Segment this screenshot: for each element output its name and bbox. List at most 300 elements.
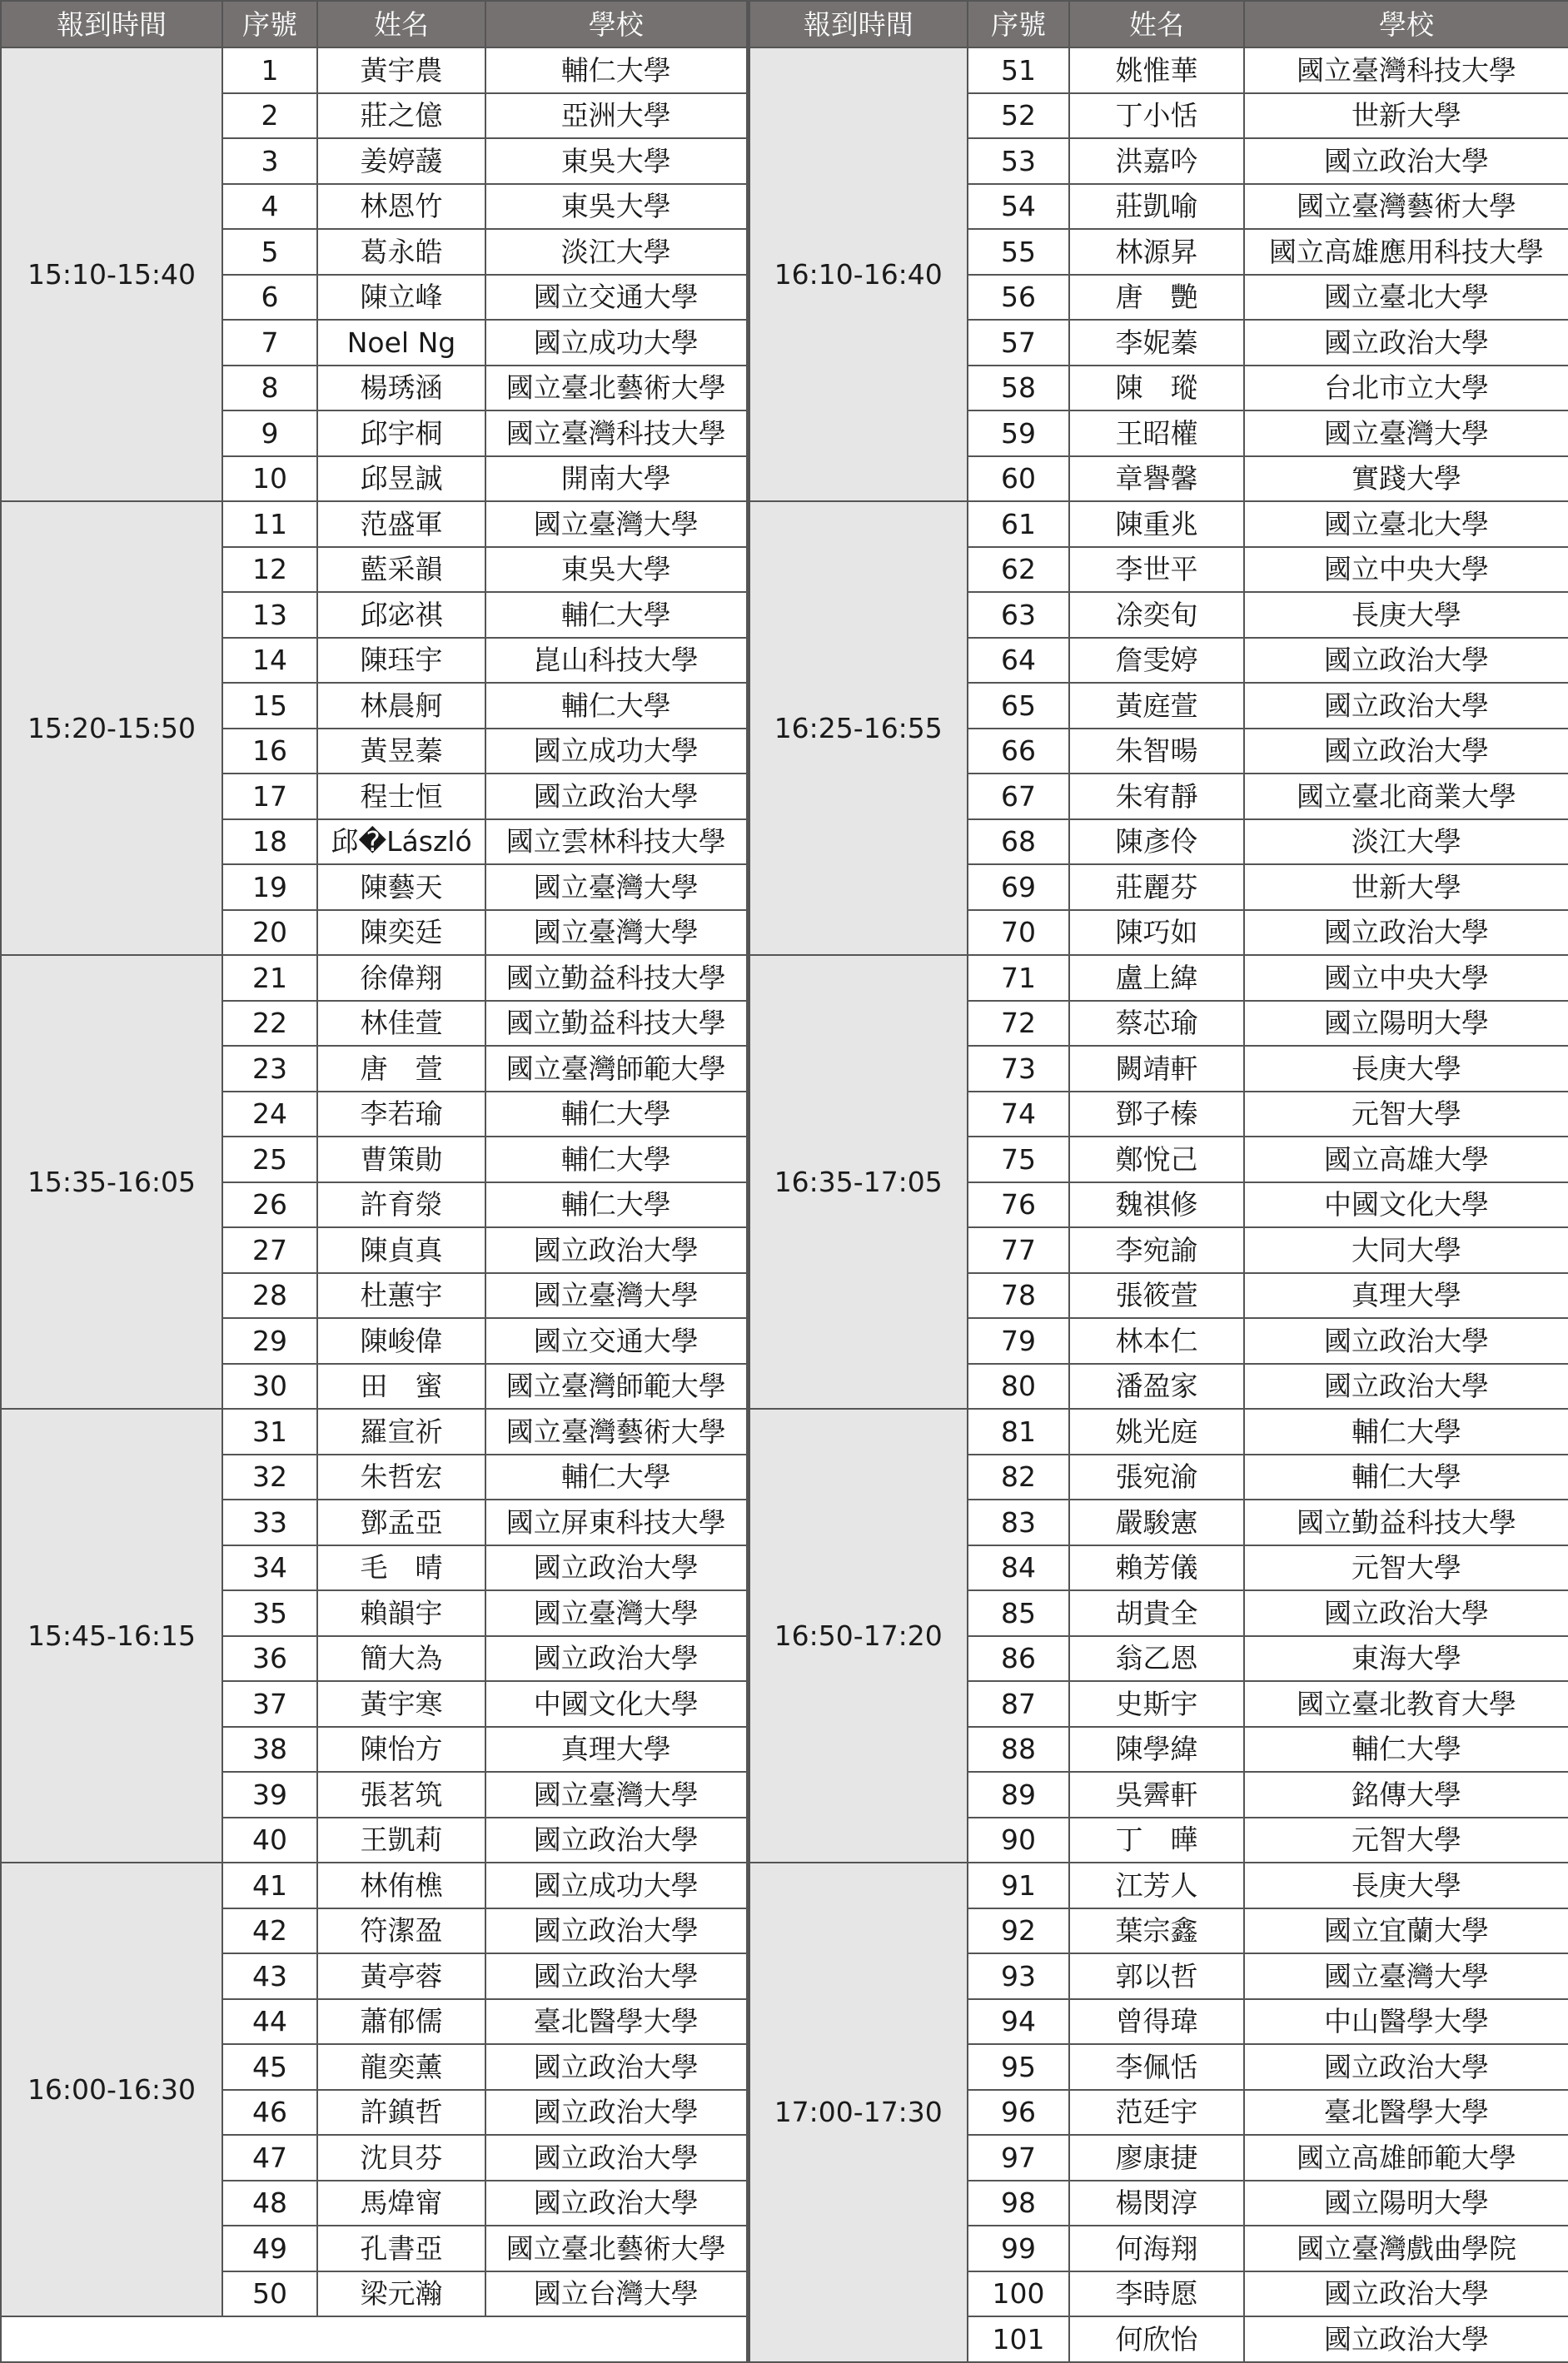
school-cell: 國立交通大學 (485, 275, 748, 321)
seq-cell: 5 (222, 229, 317, 275)
name-cell: 范盛軍 (317, 501, 485, 547)
seq-cell: 54 (968, 184, 1069, 230)
school-cell: 國立勤益科技大學 (1244, 1500, 1568, 1545)
school-cell: 世新大學 (1244, 93, 1568, 139)
name-cell: 陳巧如 (1069, 910, 1244, 956)
seq-cell: 96 (968, 2090, 1069, 2136)
seq-cell: 41 (222, 1863, 317, 1908)
table-row (1, 1409, 1568, 1455)
seq-cell: 79 (968, 1318, 1069, 1364)
name-cell: 黃宇寒 (317, 1681, 485, 1727)
school-cell: 國立政治大學 (485, 2090, 748, 2136)
seq-cell: 88 (968, 1727, 1069, 1773)
school-cell: 中國文化大學 (1244, 1182, 1568, 1228)
school-cell: 淡江大學 (1244, 819, 1568, 865)
school-cell: 元智大學 (1244, 1092, 1568, 1137)
school-cell: 國立臺灣科技大學 (485, 410, 748, 456)
name-cell: 范廷宇 (1069, 2090, 1244, 2136)
school-cell: 國立臺北藝術大學 (485, 2226, 748, 2271)
name-cell: 簡大為 (317, 1636, 485, 1682)
seq-cell: 97 (968, 2135, 1069, 2181)
school-cell: 國立政治大學 (485, 2044, 748, 2090)
school-cell: 國立臺北大學 (1244, 275, 1568, 321)
seq-cell: 56 (968, 275, 1069, 321)
school-cell: 國立陽明大學 (1244, 1001, 1568, 1047)
school-cell: 東吳大學 (485, 547, 748, 593)
school-cell: 淡江大學 (485, 229, 748, 275)
seq-cell: 44 (222, 1999, 317, 2045)
seq-cell: 87 (968, 1681, 1069, 1727)
school-cell: 輔仁大學 (485, 592, 748, 638)
school-cell: 國立雲林科技大學 (485, 819, 748, 865)
name-cell: 張筱萱 (1069, 1273, 1244, 1319)
seq-cell: 80 (968, 1364, 1069, 1410)
seq-cell: 10 (222, 456, 317, 502)
school-cell: 國立政治大學 (1244, 729, 1568, 774)
school-cell: 東海大學 (1244, 1636, 1568, 1682)
name-cell: 鄧子榛 (1069, 1092, 1244, 1137)
seq-cell: 95 (968, 2044, 1069, 2090)
seq-cell: 48 (222, 2181, 317, 2226)
seq-cell: 62 (968, 547, 1069, 593)
name-cell: 唐 艷 (1069, 275, 1244, 321)
seq-cell: 21 (222, 955, 317, 1001)
name-cell: 林佳萱 (317, 1001, 485, 1047)
school-cell: 國立政治大學 (485, 1227, 748, 1273)
school-cell: 輔仁大學 (485, 683, 748, 729)
name-cell: 沈貝芬 (317, 2135, 485, 2181)
school-cell: 國立交通大學 (485, 1318, 748, 1364)
name-cell: 吳霽軒 (1069, 1772, 1244, 1818)
name-cell: 莊麗芬 (1069, 864, 1244, 910)
school-cell: 元智大學 (1244, 1545, 1568, 1591)
seq-cell: 50 (222, 2271, 317, 2317)
name-cell: 凃奕旬 (1069, 592, 1244, 638)
school-cell: 國立成功大學 (485, 320, 748, 366)
name-cell: 李時愿 (1069, 2271, 1244, 2317)
header-time-right: 報到時間 (748, 1, 968, 47)
seq-cell: 81 (968, 1409, 1069, 1455)
name-cell: 曹策勛 (317, 1137, 485, 1182)
name-cell: 李佩恬 (1069, 2044, 1244, 2090)
school-cell: 輔仁大學 (1244, 1727, 1568, 1773)
school-cell: 國立政治大學 (1244, 638, 1568, 684)
school-cell: 國立高雄大學 (1244, 1137, 1568, 1182)
seq-cell: 70 (968, 910, 1069, 956)
name-cell: 程士恒 (317, 774, 485, 819)
seq-cell: 99 (968, 2226, 1069, 2271)
name-cell: 鄭悅己 (1069, 1137, 1244, 1182)
seq-cell: 98 (968, 2181, 1069, 2226)
name-cell: 黃亭蓉 (317, 1953, 485, 1999)
name-cell: 徐偉翔 (317, 955, 485, 1001)
name-cell: 毛 晴 (317, 1545, 485, 1591)
school-cell: 國立政治大學 (1244, 138, 1568, 184)
school-cell: 國立台灣大學 (485, 2271, 748, 2317)
header-row (1, 1, 1568, 47)
name-cell: 李若瑜 (317, 1092, 485, 1137)
seq-cell: 39 (222, 1772, 317, 1818)
school-cell: 國立政治大學 (485, 774, 748, 819)
name-cell: 陳重兆 (1069, 501, 1244, 547)
name-cell: 馬煒甯 (317, 2181, 485, 2226)
seq-cell: 33 (222, 1500, 317, 1545)
seq-cell: 47 (222, 2135, 317, 2181)
seq-cell: 23 (222, 1046, 317, 1092)
seq-cell: 85 (968, 1590, 1069, 1636)
school-cell: 輔仁大學 (485, 1182, 748, 1228)
school-cell: 國立屏東科技大學 (485, 1500, 748, 1545)
school-cell: 國立陽明大學 (1244, 2181, 1568, 2226)
seq-cell: 84 (968, 1545, 1069, 1591)
name-cell: 葉宗鑫 (1069, 1908, 1244, 1954)
school-cell: 國立政治大學 (485, 1818, 748, 1863)
name-cell: 林恩竹 (317, 184, 485, 230)
school-cell: 國立臺北藝術大學 (485, 366, 748, 411)
name-cell: 曾得瑋 (1069, 1999, 1244, 2045)
seq-cell: 9 (222, 410, 317, 456)
school-cell: 國立政治大學 (1244, 683, 1568, 729)
name-cell: 邱昱誠 (317, 456, 485, 502)
school-cell: 國立政治大學 (485, 2181, 748, 2226)
seq-cell: 30 (222, 1364, 317, 1410)
seq-cell: 37 (222, 1681, 317, 1727)
time-slot-cell: 15:20-15:50 (1, 501, 222, 955)
seq-cell: 77 (968, 1227, 1069, 1273)
school-cell: 國立成功大學 (485, 729, 748, 774)
seq-cell: 11 (222, 501, 317, 547)
seq-cell: 51 (968, 47, 1069, 93)
seq-cell: 14 (222, 638, 317, 684)
seq-cell: 28 (222, 1273, 317, 1319)
school-cell: 輔仁大學 (1244, 1409, 1568, 1455)
time-slot-cell: 17:00-17:30 (748, 1863, 968, 2362)
school-cell: 國立勤益科技大學 (485, 955, 748, 1001)
school-cell: 東吳大學 (485, 138, 748, 184)
name-cell: 林晨舸 (317, 683, 485, 729)
school-cell: 世新大學 (1244, 864, 1568, 910)
school-cell: 國立政治大學 (485, 1636, 748, 1682)
name-cell: 杜蕙宇 (317, 1273, 485, 1319)
seq-cell: 18 (222, 819, 317, 865)
table-row (1, 955, 1568, 1001)
seq-cell: 93 (968, 1953, 1069, 1999)
header-name: 姓名 (317, 1, 485, 47)
seq-cell: 57 (968, 320, 1069, 366)
seq-cell: 69 (968, 864, 1069, 910)
seq-cell: 74 (968, 1092, 1069, 1137)
time-slot-cell: 15:45-16:15 (1, 1409, 222, 1863)
table-row (1, 1863, 1568, 1908)
school-cell: 國立中央大學 (1244, 547, 1568, 593)
seq-cell: 58 (968, 366, 1069, 411)
school-cell: 國立政治大學 (1244, 910, 1568, 956)
school-cell: 長庚大學 (1244, 592, 1568, 638)
seq-cell: 78 (968, 1273, 1069, 1319)
seq-cell: 64 (968, 638, 1069, 684)
school-cell: 國立臺灣大學 (485, 501, 748, 547)
name-cell: 田 蜜 (317, 1364, 485, 1410)
name-cell: 邱宇桐 (317, 410, 485, 456)
school-cell: 大同大學 (1244, 1227, 1568, 1273)
seq-cell: 73 (968, 1046, 1069, 1092)
seq-cell: 15 (222, 683, 317, 729)
name-cell: 林侑樵 (317, 1863, 485, 1908)
time-slot-cell: 16:50-17:20 (748, 1409, 968, 1863)
seq-cell: 63 (968, 592, 1069, 638)
school-cell: 中山醫學大學 (1244, 1999, 1568, 2045)
seq-cell: 83 (968, 1500, 1069, 1545)
seq-cell: 36 (222, 1636, 317, 1682)
seq-cell: 1 (222, 47, 317, 93)
name-cell: 陳立峰 (317, 275, 485, 321)
name-cell: 黃昱蓁 (317, 729, 485, 774)
seq-cell: 46 (222, 2090, 317, 2136)
name-cell: 張宛渝 (1069, 1455, 1244, 1500)
name-cell: 陳藝天 (317, 864, 485, 910)
time-slot-cell: 16:35-17:05 (748, 955, 968, 1409)
school-cell: 國立臺北大學 (1244, 501, 1568, 547)
name-cell: 黃庭萱 (1069, 683, 1244, 729)
name-cell: 羅宣祈 (317, 1409, 485, 1455)
name-cell: 盧上緯 (1069, 955, 1244, 1001)
header-school-right: 學校 (1244, 1, 1568, 47)
name-cell: 何欣怡 (1069, 2316, 1244, 2362)
name-cell: 葛永皓 (317, 229, 485, 275)
seq-cell: 12 (222, 547, 317, 593)
name-cell: 嚴駿憲 (1069, 1500, 1244, 1545)
seq-cell: 25 (222, 1137, 317, 1182)
name-cell: 楊琇涵 (317, 366, 485, 411)
name-cell: 王凱莉 (317, 1818, 485, 1863)
seq-cell: 72 (968, 1001, 1069, 1047)
name-cell: 唐 萱 (317, 1046, 485, 1092)
seq-cell: 76 (968, 1182, 1069, 1228)
name-cell: 史斯宇 (1069, 1681, 1244, 1727)
seq-cell: 60 (968, 456, 1069, 502)
name-cell: 楊閔淳 (1069, 2181, 1244, 2226)
name-cell: 廖康捷 (1069, 2135, 1244, 2181)
name-cell: 邱�László (317, 819, 485, 865)
seq-cell: 8 (222, 366, 317, 411)
school-cell: 國立政治大學 (1244, 2316, 1568, 2362)
school-cell: 國立政治大學 (1244, 1318, 1568, 1364)
name-cell: 朱哲宏 (317, 1455, 485, 1500)
time-slot-cell: 16:00-16:30 (1, 1863, 222, 2316)
name-cell: 藍采韻 (317, 547, 485, 593)
school-cell: 國立政治大學 (485, 1908, 748, 1954)
seq-cell: 59 (968, 410, 1069, 456)
name-cell: 符潔盈 (317, 1908, 485, 1954)
school-cell: 亞洲大學 (485, 93, 748, 139)
school-cell: 臺北醫學大學 (1244, 2090, 1568, 2136)
seq-cell: 82 (968, 1455, 1069, 1500)
name-cell: 邱宓祺 (317, 592, 485, 638)
name-cell: 洪嘉吟 (1069, 138, 1244, 184)
name-cell: 林源昇 (1069, 229, 1244, 275)
seq-cell: 71 (968, 955, 1069, 1001)
seq-cell: 89 (968, 1772, 1069, 1818)
seq-cell: 16 (222, 729, 317, 774)
seq-cell: 53 (968, 138, 1069, 184)
name-cell: 江芳人 (1069, 1863, 1244, 1908)
seq-cell: 31 (222, 1409, 317, 1455)
seq-cell: 29 (222, 1318, 317, 1364)
name-cell: 丁小恬 (1069, 93, 1244, 139)
table-row (1, 47, 1568, 93)
name-cell: 梁元瀚 (317, 2271, 485, 2317)
name-cell: 陳 瑽 (1069, 366, 1244, 411)
time-slot-cell: 15:35-16:05 (1, 955, 222, 1409)
name-cell: 鄧孟亞 (317, 1500, 485, 1545)
name-cell: 李宛諭 (1069, 1227, 1244, 1273)
school-cell: 國立臺灣師範大學 (485, 1046, 748, 1092)
seq-cell: 4 (222, 184, 317, 230)
school-cell: 國立中央大學 (1244, 955, 1568, 1001)
name-cell: 丁 曄 (1069, 1818, 1244, 1863)
school-cell: 國立臺灣科技大學 (1244, 47, 1568, 93)
name-cell: 賴芳儀 (1069, 1545, 1244, 1591)
school-cell: 輔仁大學 (485, 1092, 748, 1137)
seq-cell: 24 (222, 1092, 317, 1137)
school-cell: 國立高雄應用科技大學 (1244, 229, 1568, 275)
seq-cell: 17 (222, 774, 317, 819)
name-cell: 莊凱喻 (1069, 184, 1244, 230)
school-cell: 中國文化大學 (485, 1681, 748, 1727)
name-cell: 章譽馨 (1069, 456, 1244, 502)
empty-cell (1, 2316, 748, 2362)
school-cell: 國立政治大學 (1244, 1590, 1568, 1636)
seq-cell: 6 (222, 275, 317, 321)
name-cell: 許育滎 (317, 1182, 485, 1228)
name-cell: 姚光庭 (1069, 1409, 1244, 1455)
time-slot-cell: 16:10-16:40 (748, 47, 968, 501)
school-cell: 國立臺灣大學 (485, 864, 748, 910)
seq-cell: 20 (222, 910, 317, 956)
header-name-right: 姓名 (1069, 1, 1244, 47)
seq-cell: 42 (222, 1908, 317, 1954)
name-cell: 莊之億 (317, 93, 485, 139)
school-cell: 台北市立大學 (1244, 366, 1568, 411)
seq-cell: 19 (222, 864, 317, 910)
name-cell: 孔書亞 (317, 2226, 485, 2271)
name-cell: 魏祺修 (1069, 1182, 1244, 1228)
seq-cell: 27 (222, 1227, 317, 1273)
school-cell: 國立臺灣戲曲學院 (1244, 2226, 1568, 2271)
school-cell: 國立臺灣大學 (1244, 1953, 1568, 1999)
school-cell: 國立臺灣大學 (485, 1590, 748, 1636)
table-row (1, 501, 1568, 547)
school-cell: 真理大學 (1244, 1273, 1568, 1319)
seq-cell: 67 (968, 774, 1069, 819)
seq-cell: 7 (222, 320, 317, 366)
school-cell: 實踐大學 (1244, 456, 1568, 502)
name-cell: 陳學緯 (1069, 1727, 1244, 1773)
seq-cell: 94 (968, 1999, 1069, 2045)
school-cell: 國立高雄師範大學 (1244, 2135, 1568, 2181)
school-cell: 輔仁大學 (485, 47, 748, 93)
school-cell: 國立成功大學 (485, 1863, 748, 1908)
seq-cell: 75 (968, 1137, 1069, 1182)
time-slot-cell: 15:10-15:40 (1, 47, 222, 501)
seq-cell: 61 (968, 501, 1069, 547)
name-cell: 姜婷蘐 (317, 138, 485, 184)
name-cell: 朱宥靜 (1069, 774, 1244, 819)
school-cell: 國立臺灣大學 (485, 1273, 748, 1319)
name-cell: 陳峻偉 (317, 1318, 485, 1364)
seq-cell: 65 (968, 683, 1069, 729)
school-cell: 輔仁大學 (485, 1455, 748, 1500)
school-cell: 崑山科技大學 (485, 638, 748, 684)
school-cell: 國立臺灣大學 (485, 1772, 748, 1818)
time-slot-cell: 16:25-16:55 (748, 501, 968, 955)
name-cell: Noel Ng (317, 320, 485, 366)
seq-cell: 35 (222, 1590, 317, 1636)
seq-cell: 13 (222, 592, 317, 638)
name-cell: 陳奕廷 (317, 910, 485, 956)
name-cell: 闕靖軒 (1069, 1046, 1244, 1092)
seq-cell: 40 (222, 1818, 317, 1863)
school-cell: 國立勤益科技大學 (485, 1001, 748, 1047)
school-cell: 國立政治大學 (1244, 2271, 1568, 2317)
seq-cell: 34 (222, 1545, 317, 1591)
header-time: 報到時間 (1, 1, 222, 47)
seq-cell: 92 (968, 1908, 1069, 1954)
school-cell: 銘傳大學 (1244, 1772, 1568, 1818)
school-cell: 國立宜蘭大學 (1244, 1908, 1568, 1954)
school-cell: 國立臺灣藝術大學 (485, 1409, 748, 1455)
school-cell: 長庚大學 (1244, 1863, 1568, 1908)
name-cell: 蔡芯瑜 (1069, 1001, 1244, 1047)
roster-body (1, 47, 1568, 2362)
seq-cell: 55 (968, 229, 1069, 275)
name-cell: 潘盈家 (1069, 1364, 1244, 1410)
school-cell: 真理大學 (485, 1727, 748, 1773)
school-cell: 國立政治大學 (1244, 320, 1568, 366)
name-cell: 朱智暘 (1069, 729, 1244, 774)
name-cell: 陳珏宇 (317, 638, 485, 684)
school-cell: 國立臺灣大學 (485, 910, 748, 956)
seq-cell: 43 (222, 1953, 317, 1999)
name-cell: 胡貴全 (1069, 1590, 1244, 1636)
seq-cell: 86 (968, 1636, 1069, 1682)
school-cell: 國立政治大學 (1244, 2044, 1568, 2090)
school-cell: 國立臺北教育大學 (1244, 1681, 1568, 1727)
name-cell: 李世平 (1069, 547, 1244, 593)
school-cell: 元智大學 (1244, 1818, 1568, 1863)
school-cell: 國立臺灣藝術大學 (1244, 184, 1568, 230)
name-cell: 姚惟華 (1069, 47, 1244, 93)
school-cell: 國立政治大學 (1244, 1364, 1568, 1410)
school-cell: 臺北醫學大學 (485, 1999, 748, 2045)
name-cell: 陳彥伶 (1069, 819, 1244, 865)
school-cell: 長庚大學 (1244, 1046, 1568, 1092)
seq-cell: 3 (222, 138, 317, 184)
name-cell: 龍奕薰 (317, 2044, 485, 2090)
seq-cell: 52 (968, 93, 1069, 139)
seq-cell: 100 (968, 2271, 1069, 2317)
name-cell: 翁乙恩 (1069, 1636, 1244, 1682)
seq-cell: 45 (222, 2044, 317, 2090)
seq-cell: 38 (222, 1727, 317, 1773)
seq-cell: 2 (222, 93, 317, 139)
school-cell: 輔仁大學 (485, 1137, 748, 1182)
seq-cell: 90 (968, 1818, 1069, 1863)
header-seq: 序號 (222, 1, 317, 47)
header-school: 學校 (485, 1, 748, 47)
school-cell: 東吳大學 (485, 184, 748, 230)
name-cell: 何海翔 (1069, 2226, 1244, 2271)
